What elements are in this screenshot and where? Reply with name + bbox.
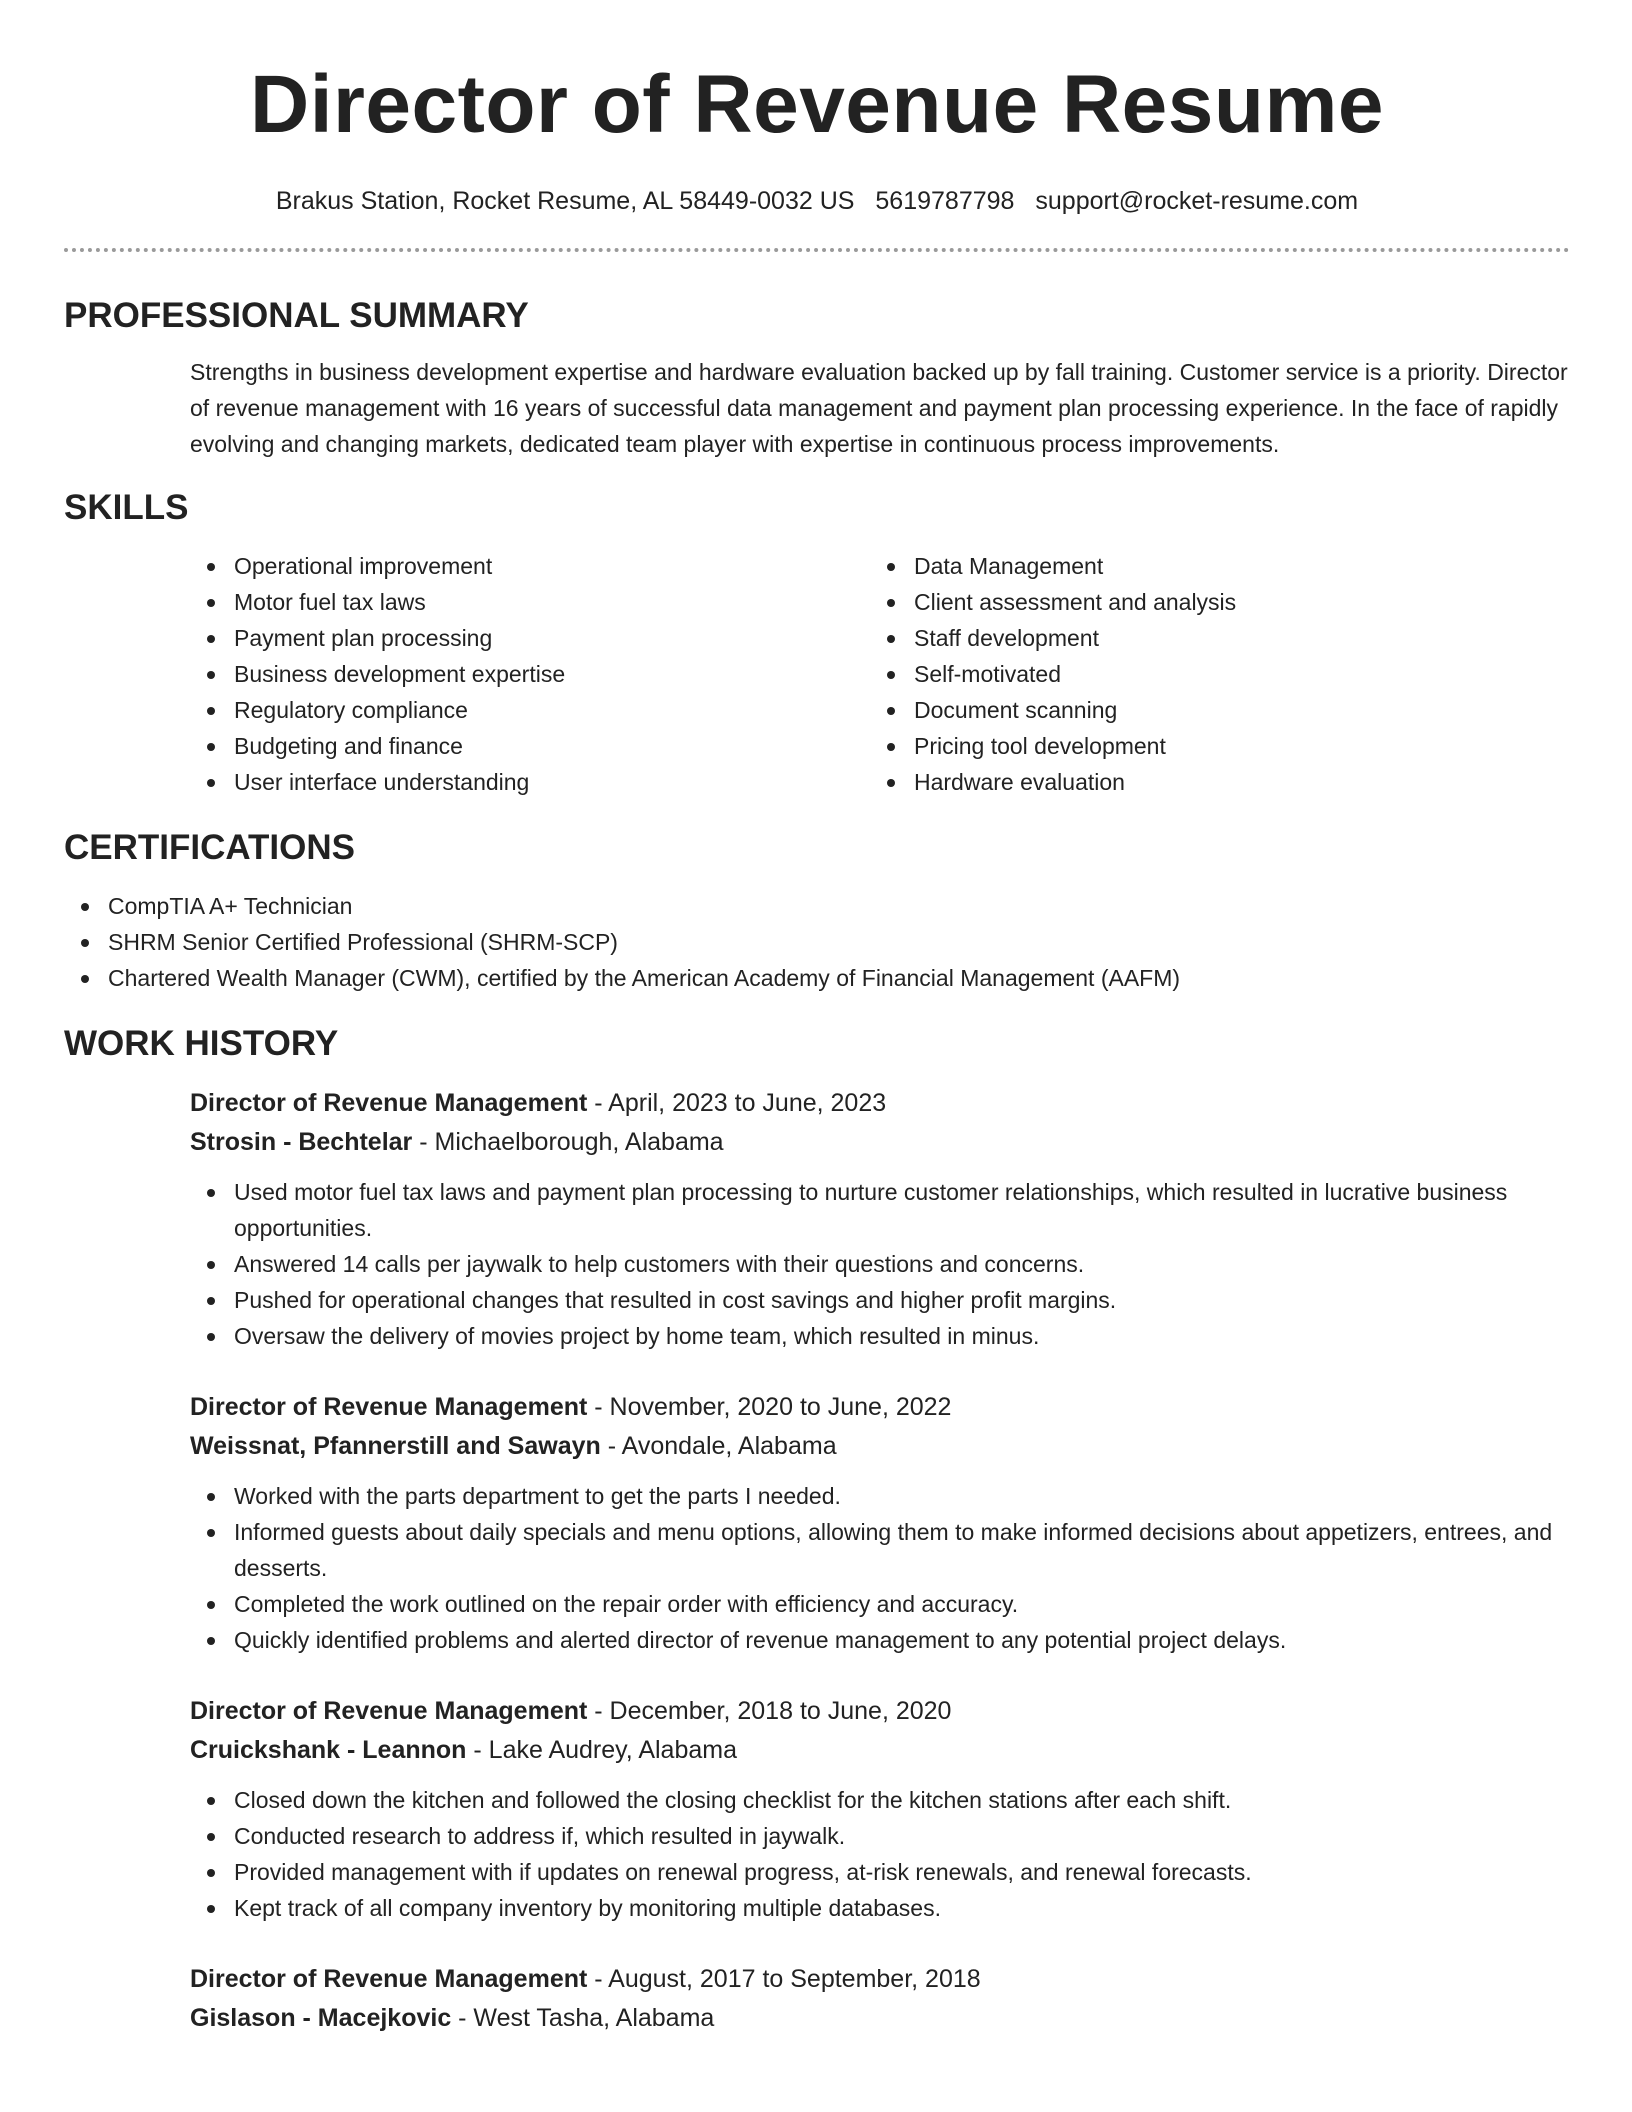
bullet-dot — [887, 635, 895, 643]
skill-item: Business development expertise — [190, 656, 870, 692]
job-location: - Lake Audrey, Alabama — [466, 1736, 737, 1764]
job-role: Director of Revenue Management — [190, 1697, 588, 1725]
contact-line — [64, 184, 1570, 218]
job-company: Gislason - Macejkovic — [190, 2004, 452, 2032]
job-bullet: Oversaw the delivery of movies project by home team, which resulted in minus. — [190, 1318, 1570, 1354]
header-divider — [64, 248, 1570, 252]
bullet-dot — [207, 779, 215, 787]
work-history-heading: WORK HISTORY — [64, 1024, 339, 1063]
job-location: - West Tasha, Alabama — [451, 2004, 715, 2032]
job-entry — [190, 1960, 1570, 2038]
job-role: Director of Revenue Management — [190, 1089, 588, 1117]
certifications-list — [64, 888, 1570, 996]
bullet-dot — [207, 671, 215, 679]
job-bullets — [190, 1782, 1570, 1926]
job-company-line — [190, 1123, 1570, 1162]
bullet-dot — [207, 1905, 215, 1913]
bullet-dot — [207, 1797, 215, 1805]
bullet-dot — [887, 599, 895, 607]
certifications-heading: CERTIFICATIONS — [64, 828, 356, 867]
skill-item: Staff development — [870, 620, 1550, 656]
job-bullet: Informed guests about daily specials and menu options, allowing them to make informed decisions about appetizers, entrees, and desserts. — [190, 1514, 1570, 1586]
job-bullet: Quickly identified problems and alerted director of revenue management to any potential project delays. — [190, 1622, 1570, 1658]
job-bullets — [190, 1174, 1570, 1354]
resume-page — [64, 0, 1570, 2038]
contact-phone: 5619787798 — [875, 187, 1015, 215]
job-bullet: Pushed for operational changes that resulted in cost savings and higher profit margins. — [190, 1282, 1570, 1318]
skills-list — [190, 548, 1570, 800]
bullet-dot — [207, 707, 215, 715]
bullet-dot — [887, 779, 895, 787]
job-dates: - April, 2023 to June, 2023 — [587, 1089, 887, 1117]
skill-item: Operational improvement — [190, 548, 870, 584]
job-bullet: Used motor fuel tax laws and payment plan processing to nurture customer relationships, which resulted in lucrative business opportunities. — [190, 1174, 1570, 1246]
bullet-dot — [207, 635, 215, 643]
skill-item: Motor fuel tax laws — [190, 584, 870, 620]
bullet-dot — [81, 975, 89, 983]
summary-heading: PROFESSIONAL SUMMARY — [64, 296, 529, 335]
job-location: - Avondale, Alabama — [600, 1432, 837, 1460]
skill-item: Budgeting and finance — [190, 728, 870, 764]
job-bullet: Completed the work outlined on the repair order with efficiency and accuracy. — [190, 1586, 1570, 1622]
job-dates: - December, 2018 to June, 2020 — [587, 1697, 952, 1725]
bullet-dot — [207, 743, 215, 751]
bullet-dot — [887, 563, 895, 571]
job-company: Cruickshank - Leannon — [190, 1736, 467, 1764]
job-dates: - August, 2017 to September, 2018 — [587, 1965, 981, 1993]
job-entry — [190, 1692, 1570, 1926]
job-role: Director of Revenue Management — [190, 1965, 588, 1993]
skill-item: Self-motivated — [870, 656, 1550, 692]
job-bullet: Provided management with if updates on renewal progress, at-risk renewals, and renewal forecasts. — [190, 1854, 1570, 1890]
skill-item: Data Management — [870, 548, 1550, 584]
job-title-line — [190, 1960, 1570, 1999]
job-company-line — [190, 1999, 1570, 2038]
certification-item: Chartered Wealth Manager (CWM), certified by the American Academy of Financial Management (AAFM) — [64, 960, 1570, 996]
bullet-dot — [207, 563, 215, 571]
skill-item: Regulatory compliance — [190, 692, 870, 728]
skills-column-left — [190, 548, 870, 800]
job-bullet: Kept track of all company inventory by monitoring multiple databases. — [190, 1890, 1570, 1926]
job-title-line — [190, 1084, 1570, 1123]
contact-email: support@rocket-resume.com — [1035, 187, 1359, 215]
job-title-line — [190, 1692, 1570, 1731]
job-role: Director of Revenue Management — [190, 1393, 588, 1421]
job-location: - Michaelborough, Alabama — [412, 1128, 724, 1156]
bullet-dot — [207, 599, 215, 607]
bullet-dot — [81, 939, 89, 947]
job-title-line — [190, 1388, 1570, 1427]
job-bullet: Conducted research to address if, which resulted in jaywalk. — [190, 1818, 1570, 1854]
bullet-dot — [207, 1333, 215, 1341]
bullet-dot — [207, 1637, 215, 1645]
summary-text: Strengths in business development expertise and hardware evaluation backed up by fall training. Customer service is a priority. Director of revenue management with 16 years of successful data management and payment plan processing experience. In the face of rapidly evolving and changing markets, dedicated team player with expertise in continuous process improvements. — [190, 359, 1568, 457]
job-bullet: Answered 14 calls per jaywalk to help customers with their questions and concerns. — [190, 1246, 1570, 1282]
skills-column-right — [870, 548, 1550, 800]
resume-title: Director of Revenue Resume — [249, 59, 1384, 150]
contact-address: Brakus Station, Rocket Resume, AL 58449-0032 US — [275, 187, 855, 215]
job-bullet: Worked with the parts department to get the parts I needed. — [190, 1478, 1570, 1514]
bullet-dot — [81, 903, 89, 911]
skill-item: Client assessment and analysis — [870, 584, 1550, 620]
bullet-dot — [207, 1189, 215, 1197]
skill-item: Pricing tool development — [870, 728, 1550, 764]
job-company: Strosin - Bechtelar — [190, 1128, 413, 1156]
job-bullets — [190, 1478, 1570, 1658]
bullet-dot — [207, 1261, 215, 1269]
job-dates: - November, 2020 to June, 2022 — [587, 1393, 952, 1421]
job-company-line — [190, 1731, 1570, 1770]
bullet-dot — [207, 1601, 215, 1609]
bullet-dot — [207, 1833, 215, 1841]
bullet-dot — [207, 1869, 215, 1877]
bullet-dot — [207, 1297, 215, 1305]
job-company: Weissnat, Pfannerstill and Sawayn — [190, 1432, 601, 1460]
bullet-dot — [887, 707, 895, 715]
skill-item: Document scanning — [870, 692, 1550, 728]
job-bullet: Closed down the kitchen and followed the closing checklist for the kitchen stations after each shift. — [190, 1782, 1570, 1818]
skill-item: Payment plan processing — [190, 620, 870, 656]
skill-item: Hardware evaluation — [870, 764, 1550, 800]
bullet-dot — [887, 743, 895, 751]
job-entry — [190, 1388, 1570, 1658]
certification-item: SHRM Senior Certified Professional (SHRM-SCP) — [64, 924, 1570, 960]
skills-heading: SKILLS — [64, 488, 189, 527]
certification-item: CompTIA A+ Technician — [64, 888, 1570, 924]
bullet-dot — [207, 1493, 215, 1501]
skill-item: User interface understanding — [190, 764, 870, 800]
job-entry — [190, 1084, 1570, 1354]
bullet-dot — [207, 1529, 215, 1537]
job-company-line — [190, 1427, 1570, 1466]
bullet-dot — [887, 671, 895, 679]
summary-body — [190, 354, 1570, 462]
